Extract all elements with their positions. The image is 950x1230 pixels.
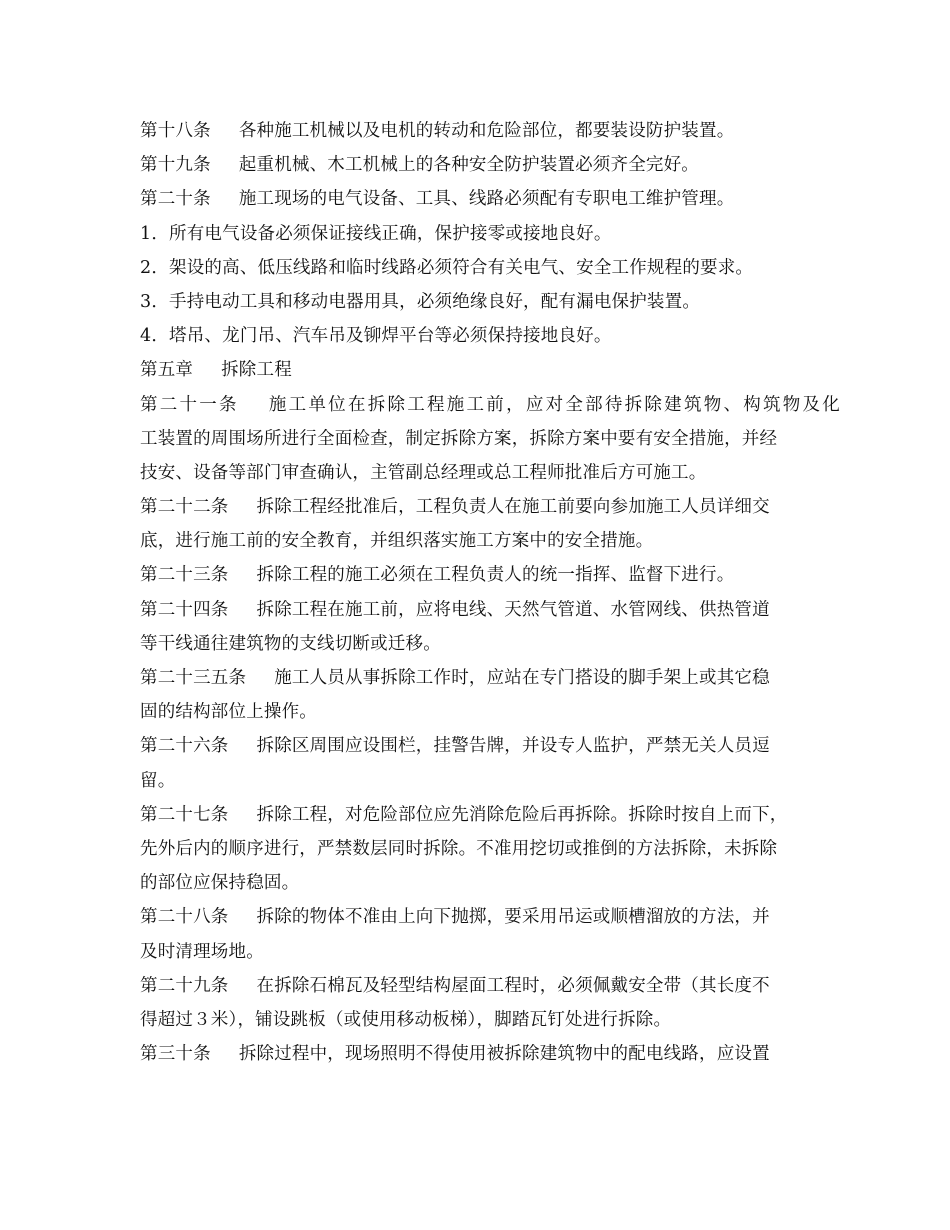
article-text: 施工人员从事拆除工作时，应站在专门搭设的脚手架上或其它稳	[274, 668, 770, 688]
article-number: 第二十条	[140, 189, 211, 210]
article-19	[140, 148, 840, 182]
article-text: 等干线通往建筑物的支线切断或迁移。	[140, 633, 441, 654]
article-text: 各种施工机械以及电机的转动和危险部位，都要装设防护装置。	[238, 121, 735, 141]
article-text: 施工单位在拆除工程施工前，应对全部待拆除建筑物、构筑物及化	[266, 394, 840, 415]
article-29-cont	[140, 1003, 840, 1037]
article-18	[140, 114, 840, 148]
article-text: 拆除过程中，现场照明不得使用被拆除建筑物中的配电线路，应设置	[238, 1044, 770, 1065]
article-text: 的部位应保持稳固。	[140, 873, 300, 894]
article-21-cont	[140, 456, 840, 490]
article-number: 第二十四条	[140, 599, 229, 620]
article-number: 第二十三五条	[140, 668, 247, 688]
article-number: 第二十八条	[140, 907, 229, 928]
chapter-number: 第五章	[140, 360, 194, 381]
article-24-cont	[140, 627, 840, 661]
article-21	[140, 388, 840, 422]
article-number: 第二十二条	[140, 497, 229, 518]
article-27	[140, 798, 840, 832]
article-text: 在拆除石棉瓦及轻型结构屋面工程时，必须佩戴安全带（其长度不	[256, 975, 770, 996]
article-text: 留。	[140, 770, 176, 791]
article-number: 第二十七条	[140, 804, 229, 825]
article-22	[140, 490, 840, 524]
article-text: 及时清理场地。	[140, 941, 264, 962]
article-text: 底，进行施工前的安全教育，并组织落实施工方案中的安全措施。	[140, 531, 654, 552]
list-text: 4．塔吊、龙门吊、汽车吊及铆焊平台等必须保持接地良好。	[140, 326, 612, 347]
article-25-cont	[140, 695, 840, 729]
document-page	[140, 114, 840, 1071]
list-text: 2．架设的高、低压线路和临时线路必须符合有关电气、安全工作规程的要求。	[140, 257, 754, 278]
article-24	[140, 593, 840, 627]
article-text: 先外后内的顺序进行，严禁数层同时拆除。不准用挖切或推倒的方法拆除，未拆除	[140, 838, 778, 859]
article-26	[140, 729, 840, 763]
article-number: 第十八条	[140, 121, 211, 141]
article-text: 拆除工程经批准后，工程负责人在施工前要向参加施工人员详细交	[256, 497, 770, 518]
list-item-2	[140, 251, 840, 285]
article-30	[140, 1037, 840, 1071]
article-26-cont	[140, 764, 840, 798]
chapter-title: 拆除工程	[221, 360, 292, 381]
article-text: 技安、设备等部门审查确认，主管副总经理或总工程师批准后方可施工。	[140, 462, 707, 483]
article-29	[140, 969, 840, 1003]
article-text: 得超过３米），铺设跳板（或使用移动板梯），脚踏瓦钉处进行拆除。	[140, 1009, 672, 1030]
list-text: 3．手持电动工具和移动电器用具，必须绝缘良好，配有漏电保护装置。	[140, 291, 701, 312]
article-number: 第三十条	[140, 1044, 211, 1065]
article-text: 施工现场的电气设备、工具、线路必须配有专职电工维护管理。	[238, 189, 735, 210]
article-25	[140, 661, 840, 695]
article-text: 拆除工程，对危险部位应先消除危险后再拆除。拆除时按自上而下，	[256, 804, 788, 825]
list-item-4	[140, 319, 840, 353]
article-number: 第二十一条	[140, 394, 239, 415]
article-text: 拆除的物体不准由上向下抛掷，要采用吊运或顺槽溜放的方法，并	[256, 907, 770, 928]
article-28-cont	[140, 935, 840, 969]
article-text: 拆除区周围应设围栏，挂警告牌，并设专人监护，严禁无关人员逗	[256, 736, 770, 757]
list-item-3	[140, 285, 840, 319]
article-27-cont	[140, 866, 840, 900]
article-number: 第二十九条	[140, 975, 229, 996]
list-item-1	[140, 217, 840, 251]
article-text: 拆除工程在施工前，应将电线、天然气管道、水管网线、供热管道	[256, 599, 770, 620]
chapter-heading	[140, 353, 840, 387]
article-number: 第二十六条	[140, 736, 229, 757]
article-text: 拆除工程的施工必须在工程负责人的统一指挥、监督下进行。	[256, 565, 735, 586]
article-text: 固的结构部位上操作。	[140, 702, 317, 723]
article-text: 工装置的周围场所进行全面检查，制定拆除方案，拆除方案中要有安全措施，并经	[140, 428, 778, 449]
article-27-cont	[140, 832, 840, 866]
article-20	[140, 182, 840, 216]
article-number: 第二十三条	[140, 565, 229, 586]
article-22-cont	[140, 524, 840, 558]
article-21-cont	[140, 422, 840, 456]
article-number: 第十九条	[140, 155, 211, 176]
list-text: 1．所有电气设备必须保证接线正确，保护接零或接地良好。	[140, 223, 612, 244]
article-28	[140, 900, 840, 934]
article-23	[140, 558, 840, 592]
article-text: 起重机械、木工机械上的各种安全防护装置必须齐全完好。	[238, 155, 700, 176]
